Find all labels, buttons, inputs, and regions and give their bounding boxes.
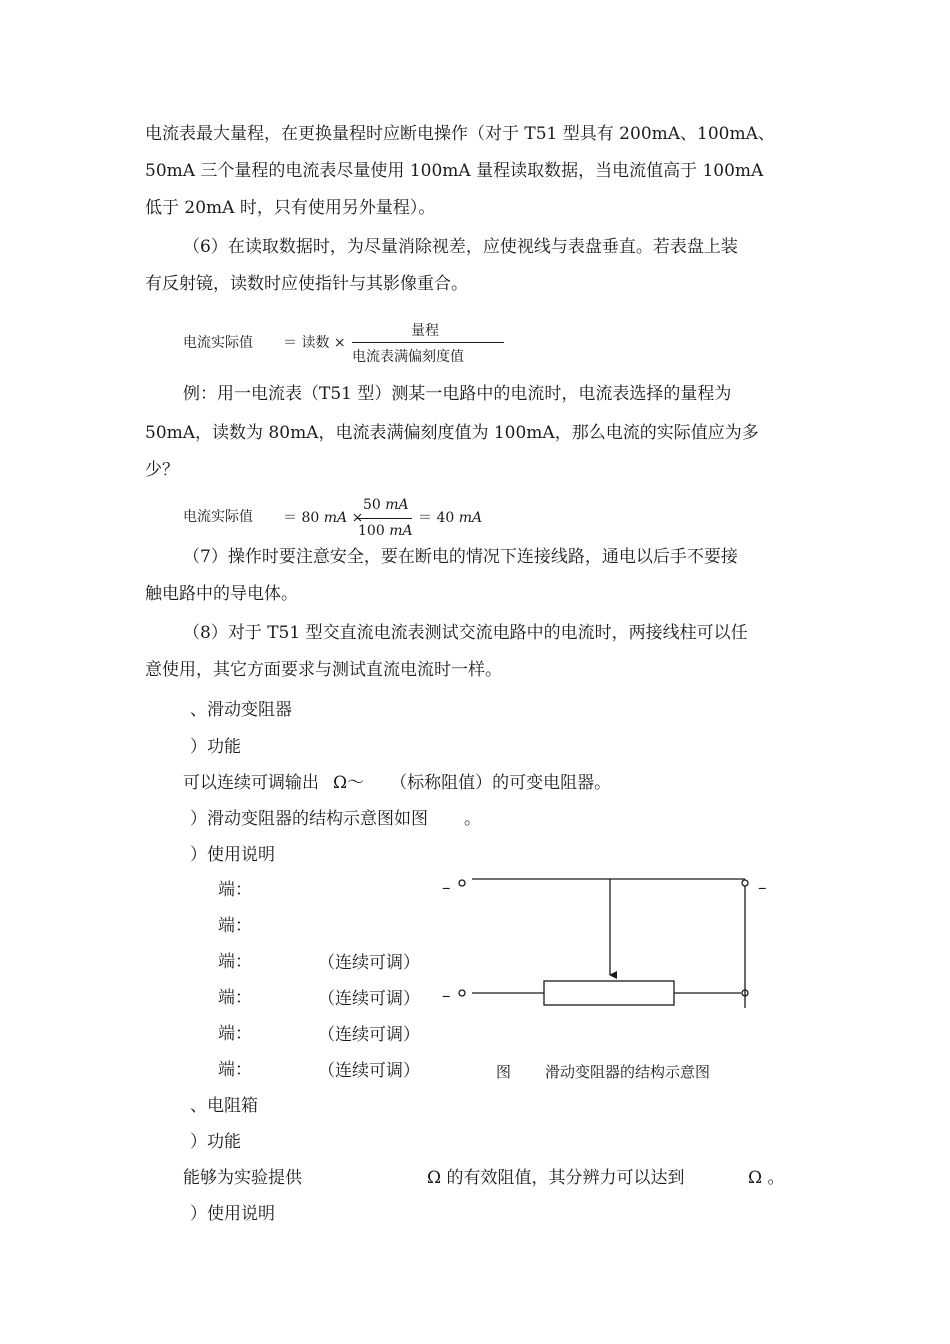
terminal-dash: – (442, 878, 451, 898)
text-line: 有反射镜，读数时应使指针与其影像重合。 (145, 274, 468, 294)
resistor-body (544, 981, 674, 1005)
formula-numerator: 50 mA (363, 497, 409, 513)
text-line: 触电路中的导电体。 (145, 584, 298, 604)
text-line: 意使用，其它方面要求与测试直流电流时一样。 (145, 660, 502, 680)
formula-lhs: 电流实际值 (183, 509, 253, 525)
subsection-heading: ）功能 (190, 1132, 241, 1152)
terminal-label: 端： (218, 988, 252, 1008)
formula-lhs: 电流实际值 (183, 335, 253, 351)
subsection-heading: ）使用说明 (190, 845, 275, 865)
figure-caption: 图 滑动变阻器的结构示意图 (496, 1063, 711, 1081)
function-text: 可以连续可调输出 Ω～ （标称阻值）的可变电阻器。 (183, 773, 612, 793)
terminal-dash: – (442, 986, 451, 1006)
subsection-heading: ）使用说明 (190, 1204, 275, 1224)
terminal-circle (459, 990, 465, 996)
terminal-label: 端： (218, 916, 252, 936)
formula-operator: ＝ 读数 × (283, 335, 346, 351)
item-6: （6）在读取数据时，为尽量消除视差，应使视线与表盘垂直。若表盘上装 (183, 237, 738, 257)
function-text: 能够为实验提供 (183, 1168, 302, 1188)
terminal-circle (742, 880, 748, 886)
function-text: Ω 。 (748, 1168, 785, 1188)
adjust-note: （连续可调） (318, 953, 420, 973)
formula-result: ＝ 40 mA (418, 510, 483, 526)
function-text: Ω 的有效阻值，其分辨力可以达到 (427, 1168, 685, 1188)
terminal-label: 端： (218, 1060, 252, 1080)
terminal-circle (459, 880, 465, 886)
adjust-note: （连续可调） (318, 1025, 420, 1045)
item-7: （7）操作时要注意安全，要在断电的情况下连接线路，通电以后手不要接 (183, 547, 738, 567)
fraction-bar (356, 518, 412, 519)
formula-numerator: 量程 (411, 323, 439, 339)
formula-denominator: 电流表满偏刻度值 (352, 349, 464, 365)
text-line: 50mA 三个量程的电流表尽量使用 100mA 量程读取数据，当电流值高于 100mA (145, 161, 764, 181)
text-line: 电流表最大量程，在更换量程时应断电操作（对于 T51 型具有 200mA、100mA、 (145, 124, 775, 144)
adjust-note: （连续可调） (318, 1061, 420, 1081)
item-8: （8）对于 T51 型交直流电流表测试交流电路中的电流时，两接线柱可以任 (183, 623, 748, 643)
text-line: 低于 20mA 时，只有使用另外量程）。 (145, 198, 436, 218)
adjust-note: （连续可调） (318, 989, 420, 1009)
terminal-label: 端： (218, 952, 252, 972)
text-line: 50mA，读数为 80mA，电流表满偏刻度值为 100mA，那么电流的实际值应为多 (145, 423, 759, 443)
example-text: 例：用一电流表（T51 型）测某一电路中的电流时，电流表选择的量程为 (183, 384, 732, 404)
formula-eq: ＝ 80 mA × (283, 510, 364, 526)
section-heading: 、滑动变阻器 (190, 700, 292, 720)
formula-denominator: 100 mA (358, 523, 413, 539)
text-line: 少？ (145, 460, 179, 480)
subsection-heading: ）功能 (190, 737, 241, 757)
fraction-bar (352, 342, 504, 343)
terminal-dash: – (758, 878, 767, 898)
terminal-label: 端： (218, 880, 252, 900)
section-heading: 、电阻箱 (190, 1096, 258, 1116)
structure-text: ）滑动变阻器的结构示意图如图 。 (190, 809, 481, 829)
terminal-label: 端： (218, 1024, 252, 1044)
